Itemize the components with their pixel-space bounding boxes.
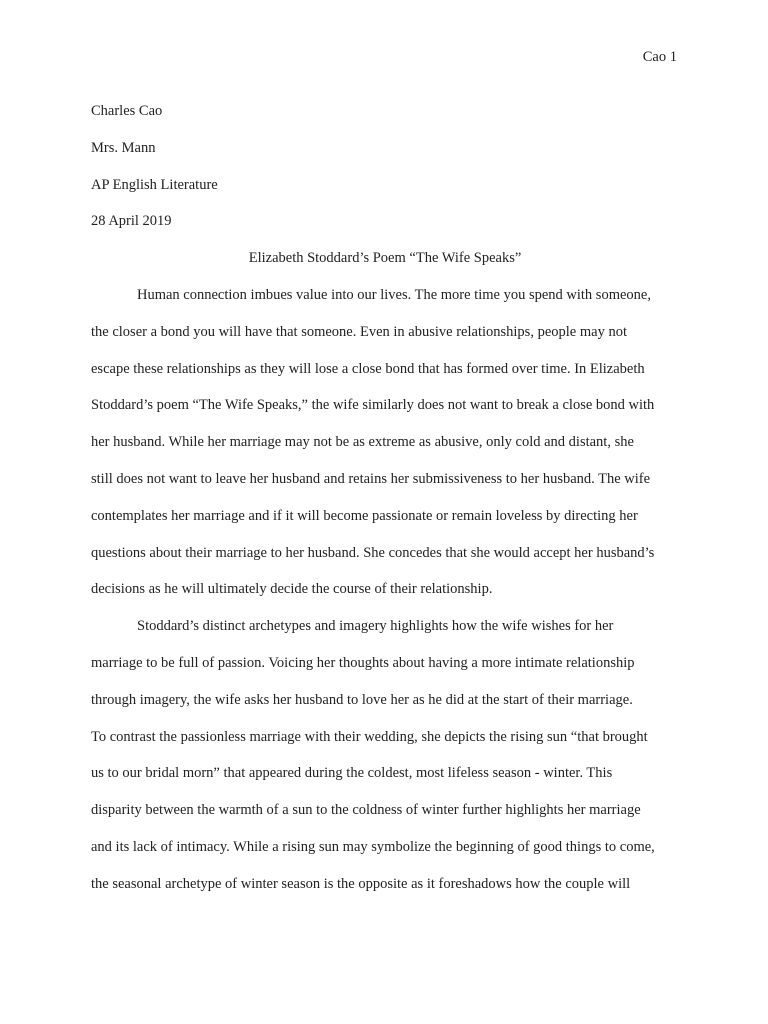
paragraph-line: questions about their marriage to her husband. She concedes that she would accept her husband’s — [91, 544, 655, 561]
heading-teacher-name: Mrs. Mann — [91, 139, 156, 156]
running-head: Cao 1 — [642, 49, 677, 65]
paragraph-1 — [91, 277, 679, 608]
paragraph-line: decisions as he will ultimately decide the course of their relationship. — [91, 581, 493, 598]
paragraph-line: still does not want to leave her husband and retains her submissiveness to her husband. The wife — [91, 470, 651, 487]
paragraph-line: contemplates her marriage and if it will become passionate or remain loveless by directing her — [91, 507, 638, 524]
paragraph-line: Stoddard’s distinct archetypes and imagery highlights how the wife wishes for her — [137, 618, 614, 635]
heading-date: 28 April 2019 — [91, 213, 172, 230]
paragraph-line: Stoddard’s poem “The Wife Speaks,” the wife similarly does not want to break a close bond with — [91, 397, 655, 414]
paragraph-2 — [91, 608, 679, 902]
paragraph-line: the seasonal archetype of winter season is the opposite as it foreshadows how the couple will — [91, 875, 631, 892]
paragraph-line: through imagery, the wife asks her husband to love her as he did at the start of their marriage. — [91, 691, 633, 708]
paragraph-line: the closer a bond you will have that someone. Even in abusive relationships, people may not — [91, 323, 627, 340]
heading-student-name: Charles Cao — [91, 103, 163, 119]
paragraph-line: escape these relationships as they will lose a close bond that has formed over time. In Elizabeth — [91, 360, 645, 377]
essay-title: Elizabeth Stoddard’s Poem “The Wife Speaks” — [248, 250, 522, 267]
essay-body — [91, 93, 679, 903]
paragraph-line: and its lack of intimacy. While a rising sun may symbolize the beginning of good things to come, — [91, 838, 655, 855]
paragraph-line: Human connection imbues value into our lives. The more time you spend with someone, — [137, 286, 651, 303]
heading-course: AP English Literature — [91, 176, 218, 193]
paragraph-line: disparity between the warmth of a sun to the coldness of winter further highlights her marriage — [91, 802, 641, 819]
paragraph-line: us to our bridal morn” that appeared during the coldest, most lifeless season - winter. This — [91, 765, 613, 782]
paragraph-line: marriage to be full of passion. Voicing her thoughts about having a more intimate relationship — [91, 654, 635, 671]
paragraph-line: her husband. While her marriage may not be as extreme as abusive, only cold and distant, she — [91, 434, 634, 451]
paragraph-line: To contrast the passionless marriage with their wedding, she depicts the rising sun “that brought — [91, 728, 648, 745]
